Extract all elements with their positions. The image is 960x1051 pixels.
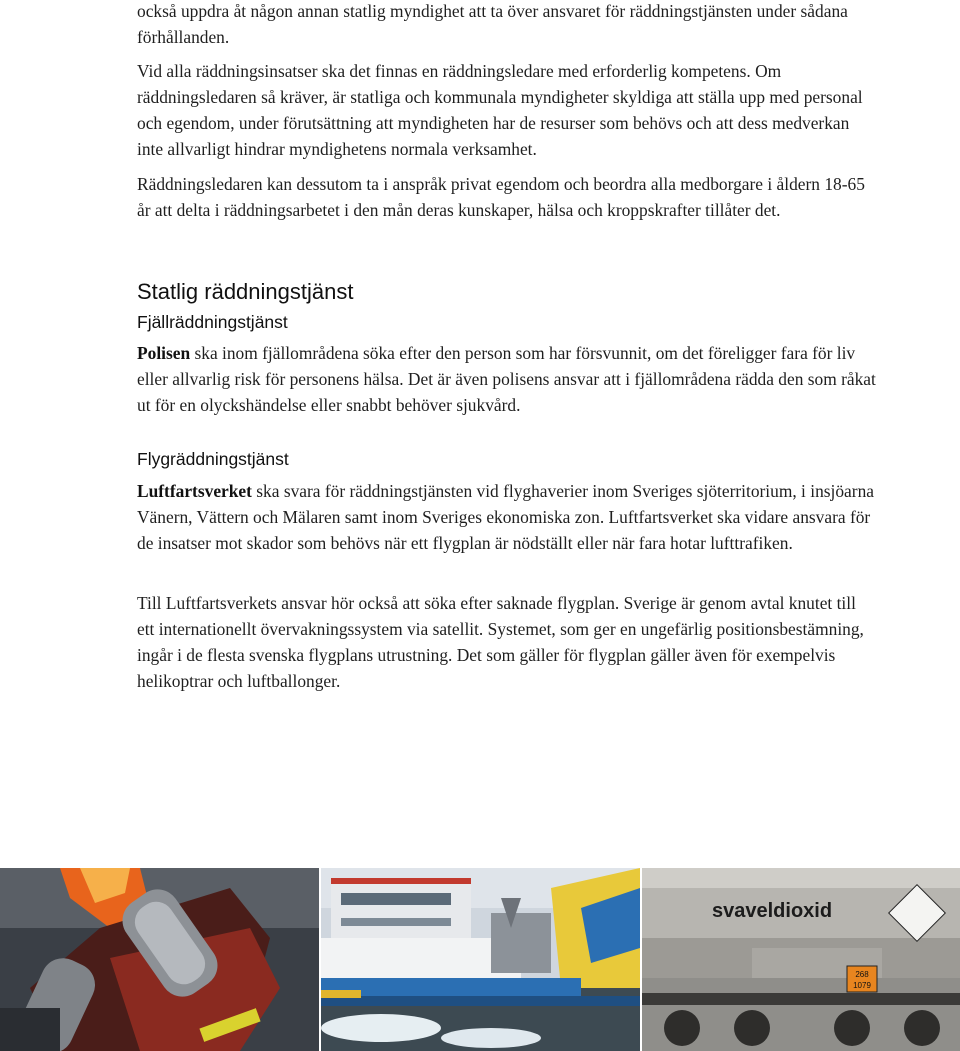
rescue-ship-photo	[321, 868, 640, 1051]
paragraph: Räddningsledaren kan dessutom ta i anspråk privat egendom och beordra alla medborgare i åldern 18-65 år att delta i räddningsarbetet i den mån deras kunskaper, hälsa och kroppskrafter tillåter det.	[137, 174, 865, 220]
paragraph: Vid alla räddningsinsatser ska det finnas en räddningsledare med erforderlig kompetens. Om räddningsledaren så kräver, är statliga och kommunala myndigheter skyldiga att ställa upp med personal och egendom, under förutsättning att myndigheten har de resurser som behövs och att dess medverkan inte allvarligt hindrar myndighetens normala verksamhet.	[137, 61, 863, 159]
tanker-label: svaveldioxid	[712, 900, 833, 922]
paragraph	[137, 340, 877, 418]
paragraph: också uppdra åt någon annan statlig myndighet att ta över ansvaret för räddningstjänsten under sådana förhållanden.	[137, 1, 848, 47]
paragraph-text: ska svara för räddningstjänsten vid flyghaverier inom Sveriges sjöterritorium, i insjöarna Vänern, Vättern och Mälaren samt inom Sveriges ekonomiska zon. Luftfartsverket ska vidare ansvara för de insatser mot skador som behövs när ett flygplan är nödställt eller när fara hotar lufttrafiken.	[137, 481, 874, 553]
hazard-code-top: 268	[855, 970, 869, 979]
photo-strip	[0, 868, 960, 1051]
subsection-heading: Flygräddningstjänst	[137, 449, 289, 469]
lead-term: Polisen	[137, 343, 191, 363]
paragraph-text: ska inom fjällområdena söka efter den person som har försvunnit, om det föreligger fara för liv eller allvarlig risk för personens hälsa. Det är även polisens ansvar att i fjällområdena rädda den som råkat ut för en olyckshändelse eller snabbt behöver sjukvård.	[137, 343, 876, 415]
section-heading: Statlig räddningstjänst	[137, 279, 354, 304]
lead-term: Luftfartsverket	[137, 481, 252, 501]
paragraph: Till Luftfartsverkets ansvar hör också att söka efter saknade flygplan. Sverige är genom avtal knutet till ett internationellt övervakningssystem via satellit. Systemet, som ger en ungefärlig positionsbestämning, ingår i de flesta svenska flygplans utrustning. Det som gäller för flygplan gäller även för exempelvis helikoptrar och luftballonger.	[137, 593, 864, 691]
subsection-heading: Fjällräddningstjänst	[137, 312, 288, 332]
paragraph	[137, 478, 877, 556]
firefighter-photo	[0, 868, 319, 1051]
hazard-code-bottom: 1079	[853, 981, 871, 990]
tanker-wagon-photo	[642, 868, 960, 1051]
